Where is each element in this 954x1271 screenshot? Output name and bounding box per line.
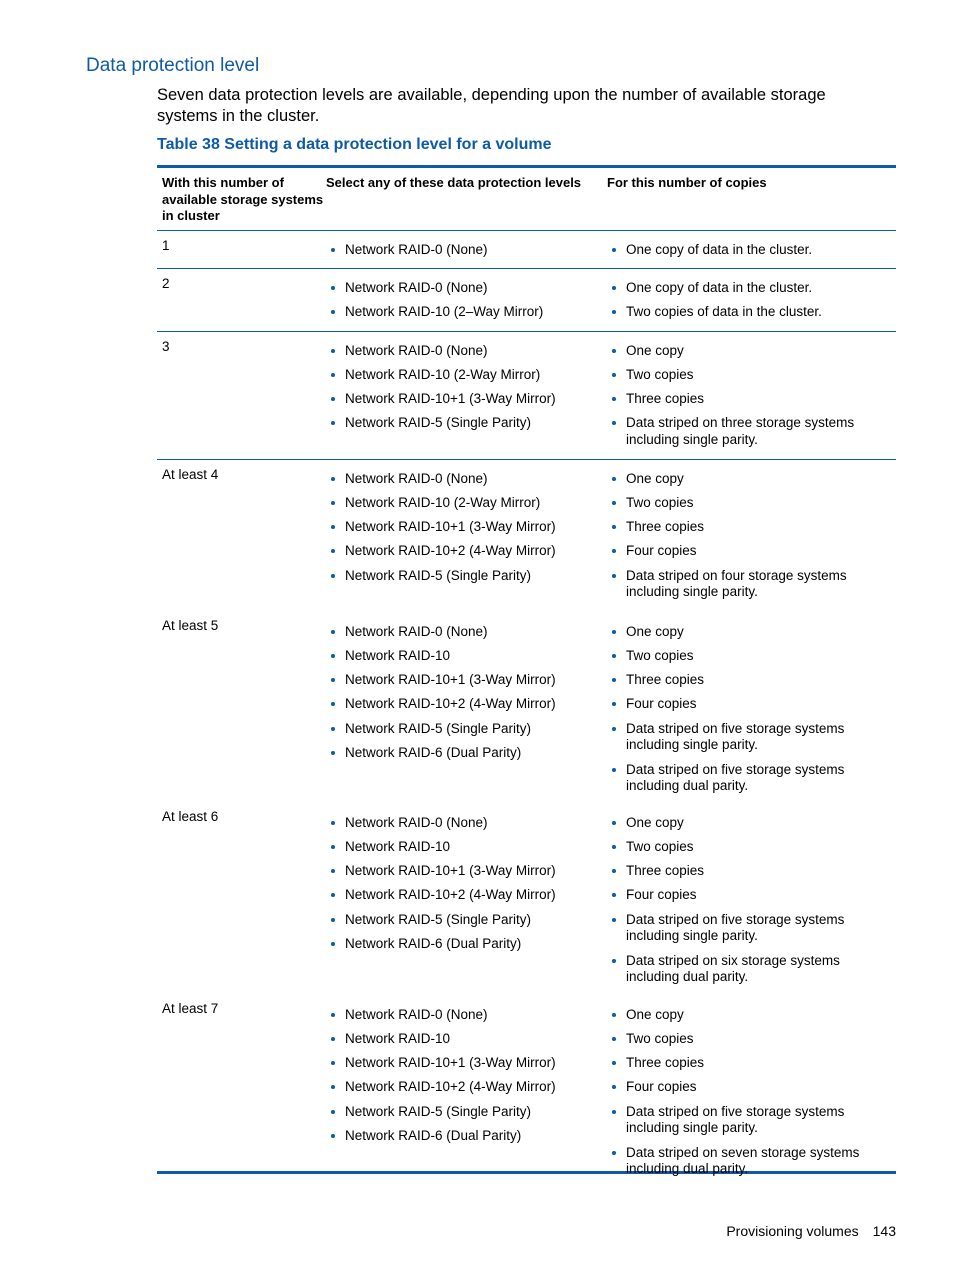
copies-cell	[607, 332, 896, 459]
protection-level-item: Network RAID-10+1 (3-Way Mirror)	[326, 672, 607, 689]
copies-item: Data striped on seven storage systems including dual parity.	[607, 1145, 896, 1178]
copies-cell-list	[607, 624, 896, 795]
copies-item: Data striped on four storage systems including single parity.	[607, 568, 896, 601]
copies-item: Data striped on five storage systems including single parity.	[607, 1104, 896, 1137]
protection-level-item: Network RAID-6 (Dual Parity)	[326, 1128, 607, 1145]
table-row	[157, 269, 896, 332]
storage-count-cell: At least 7	[162, 1001, 219, 1016]
copies-item: One copy	[607, 343, 896, 360]
copies-item: Data striped on five storage systems including single parity.	[607, 912, 896, 945]
footer-section: Provisioning volumes	[726, 1223, 859, 1239]
copies-cell	[607, 611, 896, 802]
copies-cell	[607, 802, 896, 994]
copies-item: Data striped on six storage systems including dual parity.	[607, 953, 896, 986]
protection-level-item: Network RAID-0 (None)	[326, 242, 607, 259]
table-row	[157, 611, 896, 802]
protection-level-item: Network RAID-0 (None)	[326, 815, 607, 832]
table-row	[157, 994, 896, 1176]
protection-level-item: Network RAID-0 (None)	[326, 280, 607, 297]
protection-level-item: Network RAID-6 (Dual Parity)	[326, 745, 607, 762]
protection-level-item: Network RAID-10 (2-Way Mirror)	[326, 495, 607, 512]
copies-item: Two copies	[607, 495, 896, 512]
storage-count-cell: At least 5	[162, 618, 219, 633]
header-copies: For this number of copies	[607, 175, 767, 190]
protection-level-item: Network RAID-0 (None)	[326, 343, 607, 360]
protection-levels-cell	[326, 994, 607, 1171]
protection-level-item: Network RAID-10	[326, 1031, 607, 1048]
protection-level-item: Network RAID-10	[326, 839, 607, 856]
copies-cell	[607, 994, 896, 1176]
copies-cell-list	[607, 815, 896, 986]
table-row	[157, 231, 896, 269]
table-caption: Table 38 Setting a data protection level for a volume	[157, 136, 552, 153]
storage-count-cell: At least 6	[162, 809, 219, 824]
protection-levels-cell-list	[326, 343, 607, 432]
protection-level-item: Network RAID-10+2 (4-Way Mirror)	[326, 1079, 607, 1096]
protection-levels-cell-list	[326, 815, 607, 953]
copies-item: Three copies	[607, 1055, 896, 1072]
table-body	[157, 231, 896, 1176]
protection-level-item: Network RAID-6 (Dual Parity)	[326, 936, 607, 953]
copies-item: Two copies	[607, 648, 896, 665]
copies-item: Data striped on five storage systems including dual parity.	[607, 762, 896, 795]
protection-level-item: Network RAID-5 (Single Parity)	[326, 912, 607, 929]
copies-cell-list	[607, 343, 896, 449]
copies-cell-list	[607, 471, 896, 601]
protection-level-item: Network RAID-0 (None)	[326, 471, 607, 488]
protection-level-item: Network RAID-10+1 (3-Way Mirror)	[326, 863, 607, 880]
protection-levels-cell-list	[326, 242, 607, 259]
copies-item: Two copies	[607, 839, 896, 856]
copies-item: Three copies	[607, 672, 896, 689]
protection-level-item: Network RAID-10+1 (3-Way Mirror)	[326, 391, 607, 408]
copies-cell-list	[607, 280, 896, 321]
intro-paragraph: Seven data protection levels are available, depending upon the number of available storage systems in the cluster.	[157, 86, 826, 125]
copies-cell-list	[607, 1007, 896, 1178]
protection-levels-cell	[326, 460, 607, 611]
copies-item: One copy of data in the cluster.	[607, 280, 896, 297]
protection-levels-cell	[326, 269, 607, 331]
copies-item: Two copies	[607, 367, 896, 384]
table-header-row	[157, 168, 896, 231]
copies-item: Three copies	[607, 519, 896, 536]
copies-cell	[607, 231, 896, 268]
copies-item: One copy of data in the cluster.	[607, 242, 896, 259]
copies-item: Four copies	[607, 543, 896, 560]
protection-levels-cell	[326, 611, 607, 802]
copies-item: Four copies	[607, 1079, 896, 1096]
header-storage-count: With this number of available storage systems in cluster	[162, 175, 324, 223]
copies-cell	[607, 269, 896, 331]
storage-count-cell: At least 4	[162, 467, 219, 482]
table-row	[157, 802, 896, 994]
storage-count-cell: 2	[162, 276, 170, 291]
protection-levels-cell	[326, 231, 607, 268]
protection-level-item: Network RAID-5 (Single Parity)	[326, 721, 607, 738]
protection-level-item: Network RAID-10 (2–Way Mirror)	[326, 304, 607, 321]
protection-level-item: Network RAID-5 (Single Parity)	[326, 415, 607, 432]
page-number: 143	[872, 1223, 896, 1239]
protection-levels-cell	[326, 332, 607, 459]
copies-item: Three copies	[607, 391, 896, 408]
protection-level-item: Network RAID-10+2 (4-Way Mirror)	[326, 543, 607, 560]
protection-level-item: Network RAID-10	[326, 648, 607, 665]
protection-levels-cell-list	[326, 624, 607, 762]
table-row	[157, 460, 896, 611]
protection-level-item: Network RAID-10+1 (3-Way Mirror)	[326, 519, 607, 536]
copies-item: Data striped on five storage systems including single parity.	[607, 721, 896, 754]
header-protection-levels: Select any of these data protection levels	[326, 175, 582, 190]
protection-level-item: Network RAID-5 (Single Parity)	[326, 568, 607, 585]
table-row	[157, 332, 896, 460]
protection-levels-cell-list	[326, 471, 607, 585]
copies-item: Two copies	[607, 1031, 896, 1048]
protection-levels-cell-list	[326, 1007, 607, 1145]
copies-item: Data striped on three storage systems including single parity.	[607, 415, 896, 448]
protection-level-item: Network RAID-0 (None)	[326, 624, 607, 641]
protection-level-table	[157, 165, 896, 1174]
copies-item: One copy	[607, 1007, 896, 1024]
storage-count-cell: 1	[162, 238, 170, 253]
protection-levels-cell	[326, 802, 607, 994]
protection-levels-cell-list	[326, 280, 607, 321]
page-footer	[726, 1223, 896, 1239]
copies-item: One copy	[607, 815, 896, 832]
protection-level-item: Network RAID-10+1 (3-Way Mirror)	[326, 1055, 607, 1072]
protection-level-item: Network RAID-10+2 (4-Way Mirror)	[326, 696, 607, 713]
protection-level-item: Network RAID-0 (None)	[326, 1007, 607, 1024]
copies-item: Two copies of data in the cluster.	[607, 304, 896, 321]
storage-count-cell: 3	[162, 339, 170, 354]
copies-item: Four copies	[607, 887, 896, 904]
protection-level-item: Network RAID-5 (Single Parity)	[326, 1104, 607, 1121]
copies-item: One copy	[607, 624, 896, 641]
protection-level-item: Network RAID-10 (2-Way Mirror)	[326, 367, 607, 384]
protection-level-item: Network RAID-10+2 (4-Way Mirror)	[326, 887, 607, 904]
copies-item: One copy	[607, 471, 896, 488]
section-title: Data protection level	[86, 55, 260, 76]
copies-item: Three copies	[607, 863, 896, 880]
copies-cell-list	[607, 242, 896, 259]
copies-item: Four copies	[607, 696, 896, 713]
copies-cell	[607, 460, 896, 611]
